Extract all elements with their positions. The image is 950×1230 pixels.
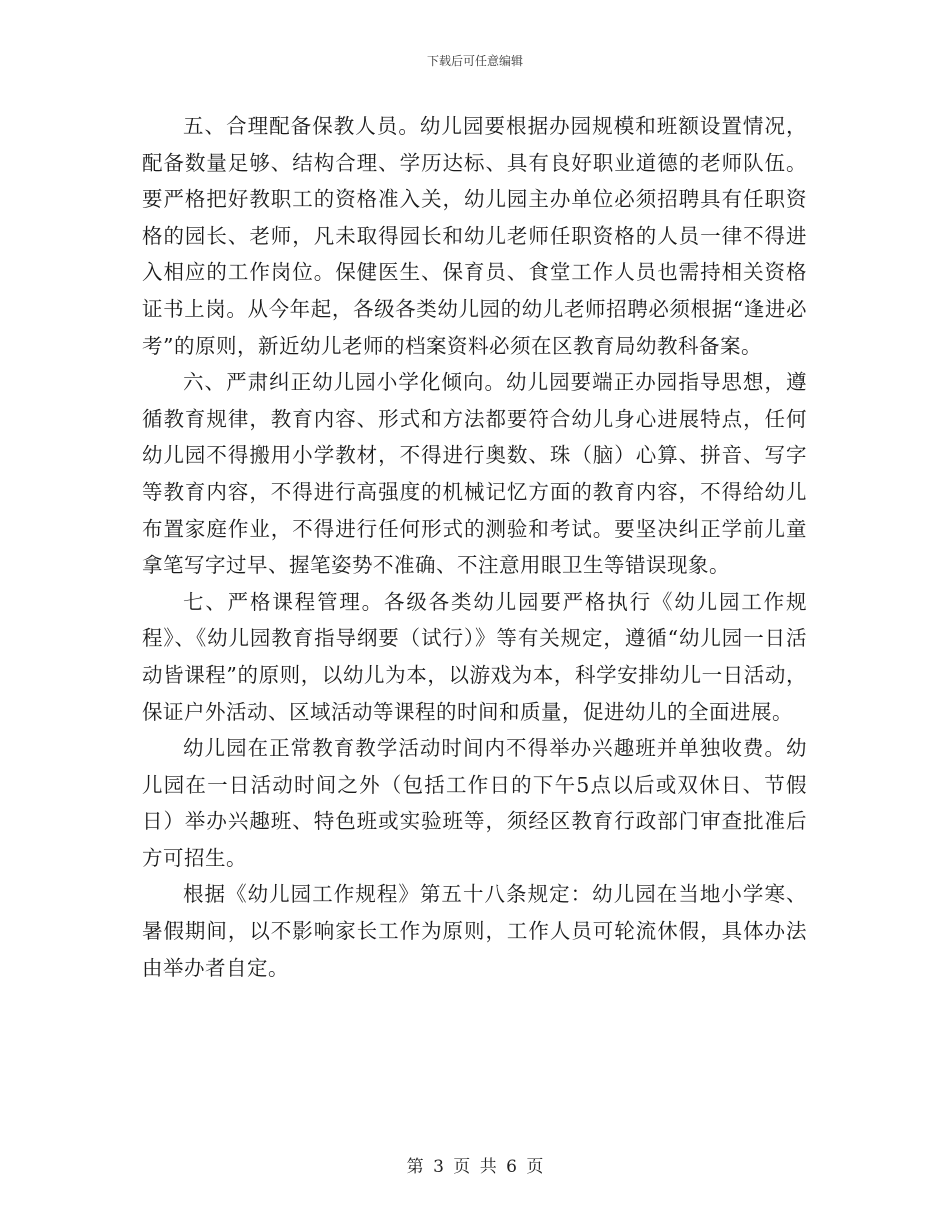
document-body <box>142 108 807 986</box>
page-header-note: 下载后可任意编辑 <box>426 54 523 68</box>
paragraph-holidays: 根据《幼儿园工作规程》第五十八条规定：幼儿园在当地小学寒、暑假期间，以不影响家长工作为原则，工作人员可轮流休假，具体办法由举办者自定。 <box>142 882 807 980</box>
paragraph-curriculum: 七、严格课程管理。各级各类幼儿园要严格执行《幼儿园工作规程》、《幼儿园教育指导纲要（试行）》等有关规定，遵循“幼儿园一日活动皆课程”的原则，以幼儿为本，以游戏为本，科学安排幼儿一日活动，保证户外活动、区域活动等课程的时间和质量，促进幼儿的全面进展。 <box>142 589 807 724</box>
page-number: 第 3 页 共 6 页 <box>406 1157 544 1177</box>
paragraph-interest-classes: 幼儿园在正常教育教学活动时间内不得举办兴趣班并单独收费。幼儿园在一日活动时间之外（包括工作日的下午5点以后或双休日、节假日）举办兴趣班、特色班或实验班等，须经区教育行政部门审查批准后方可招生。 <box>142 736 807 870</box>
paragraph-staffing: 五、合理配备保教人员。幼儿园要根据办园规模和班额设置情况，配备数量足够、结构合理、学历达标、具有良好职业道德的老师队伍。要严格把好教职工的资格准入关，幼儿园主办单位必须招聘具有任职资格的园长、老师，凡未取得园长和幼儿老师任职资格的人员一律不得进入相应的工作岗位。保健医生、保育员、食堂工作人员也需持相关资格证书上岗。从今年起，各级各类幼儿园的幼儿老师招聘必须根据“逢进必考”的原则，新近幼儿老师的档案资料必须在区教育局幼教科备案。 <box>142 114 807 358</box>
paragraph-anti-primary-school: 六、严肃纠正幼儿园小学化倾向。幼儿园要端正办园指导思想，遵循教育规律，教育内容、形式和方法都要符合幼儿身心进展特点，任何幼儿园不得搬用小学教材，不得进行奥数、珠（脑）心算、拼音、写字等教育内容，不得进行高强度的机械记忆方面的教育内容，不得给幼儿布置家庭作业，不得进行任何形式的测验和考试。要坚决纠正学前儿童拿笔写字过早、握笔姿势不准确、不注意用眼卫生等错误现象。 <box>142 370 807 578</box>
